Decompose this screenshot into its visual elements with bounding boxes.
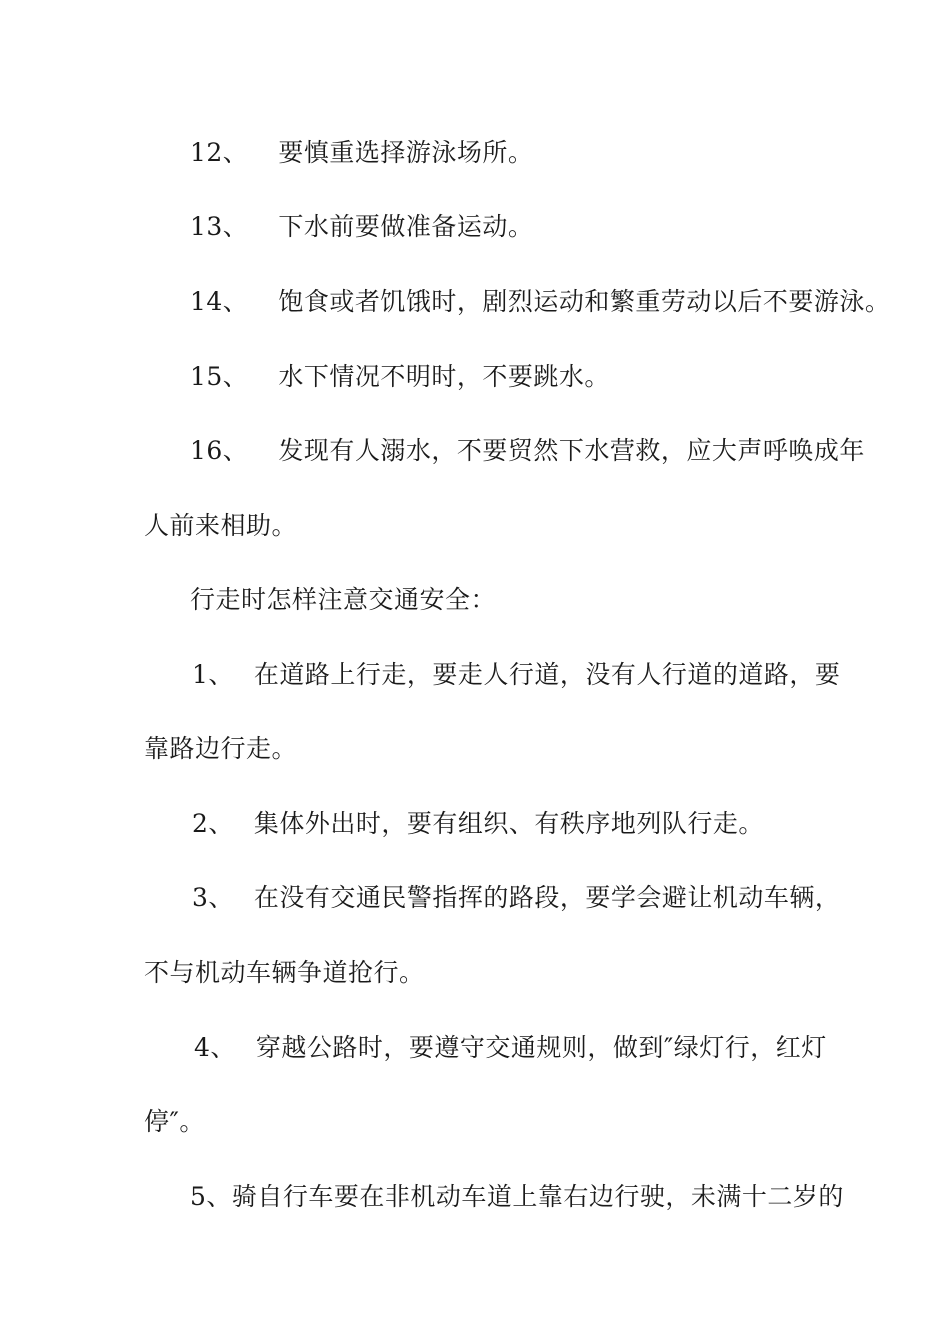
item-number: 13、: [190, 212, 249, 241]
item-text: 集体外出时，要有组织、有秩序地列队行走。: [253, 809, 764, 838]
item-text: 在没有交通民警指挥的路段，要学会避让机动车辆，: [253, 883, 841, 912]
list-item-4: [194, 1033, 827, 1063]
section-heading: [190, 585, 496, 615]
heading-text: 行走时怎样注意交通安全：: [190, 585, 497, 614]
continuation-line: [144, 1107, 205, 1137]
item-text: 发现有人溺水，不要贸然下水营救，应大声呼唤成年: [278, 436, 865, 465]
list-item-14: [190, 287, 890, 317]
item-number: 2、: [192, 809, 234, 838]
item-text: 不与机动车辆争道抢行。: [144, 958, 425, 987]
continuation-line: [144, 511, 297, 541]
item-number: 15、: [190, 362, 249, 391]
item-number: 12、: [190, 138, 249, 167]
list-item-15: [190, 362, 610, 392]
item-text: 饱食或者饥饿时，剧烈运动和繁重劳动以后不要游泳。: [278, 287, 891, 316]
list-item-12: [190, 138, 533, 168]
item-number: 4、: [194, 1033, 236, 1062]
item-text: 穿越公路时，要遵守交通规则，做到″绿灯行，红灯: [255, 1033, 827, 1062]
item-number: 3、: [192, 883, 234, 912]
list-item-2: [192, 809, 764, 839]
list-item-5: [190, 1182, 844, 1212]
list-item-1: [192, 660, 840, 690]
item-text: 水下情况不明时，不要跳水。: [278, 362, 610, 391]
item-text: 下水前要做准备运动。: [278, 212, 534, 241]
item-text: 要慎重选择游泳场所。: [278, 138, 534, 167]
item-text: 停″。: [144, 1107, 205, 1136]
continuation-line: [144, 958, 425, 988]
item-number: 14、: [190, 287, 249, 316]
list-item-16: [190, 436, 865, 466]
item-text: 5、骑自行车要在非机动车道上靠右边行驶，未满十二岁的: [190, 1182, 844, 1211]
list-item-3: [192, 883, 840, 913]
item-number: 1、: [192, 660, 234, 689]
item-text: 靠路边行走。: [144, 734, 298, 763]
list-item-13: [190, 212, 533, 242]
item-text: 人前来相助。: [144, 511, 298, 540]
continuation-line: [144, 734, 297, 764]
item-number: 16、: [190, 436, 249, 465]
item-text: 在道路上行走，要走人行道，没有人行道的道路，要: [253, 660, 841, 689]
